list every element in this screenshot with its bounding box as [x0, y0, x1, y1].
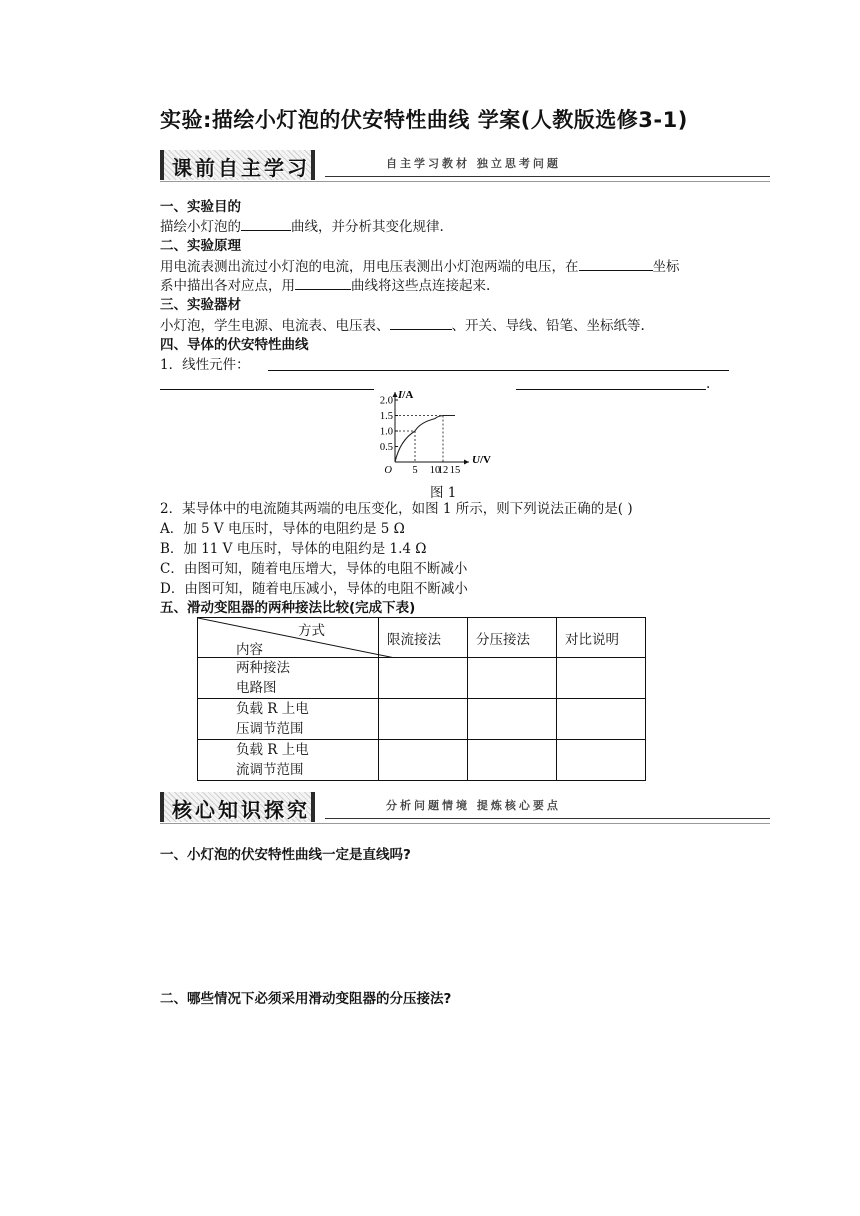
table-cell[interactable] — [557, 740, 646, 781]
iv-curve — [395, 416, 455, 463]
section-banner-core — [160, 792, 770, 824]
table-cell[interactable] — [379, 699, 468, 740]
row-label-line: 流调节范围 — [236, 762, 304, 778]
table-header-row — [198, 618, 646, 658]
corner-bottom-label: 内容 — [236, 642, 263, 658]
x-tick-label: 12 — [437, 465, 449, 476]
row-label-line: 负载 R 上电 — [236, 701, 309, 717]
table-cell[interactable] — [468, 658, 557, 699]
text-fragment: 、开关、导线、铅笔、坐标纸等. — [451, 318, 645, 334]
document-title: 实验:描绘小灯泡的伏安特性曲线 学案(人教版选修3-1) — [160, 108, 688, 132]
section-heading-purpose: 一、实验目的 — [160, 199, 241, 215]
text-fragment: 系中描出各对应点，用 — [160, 278, 295, 294]
question2-stem: 2．某导体中的电流随其两端的电压变化，如图 1 所示，则下列说法正确的是( ) — [160, 501, 633, 517]
equipment-text — [160, 316, 645, 335]
banner-label-box — [160, 792, 315, 822]
text-fragment: 坐标 — [652, 259, 680, 275]
text-fragment: 描绘小灯泡的 — [160, 219, 241, 235]
question2-option-b: B．加 11 V 电压时，导体的电阻约是 1.4 Ω — [160, 541, 427, 557]
table-cell[interactable] — [379, 740, 468, 781]
table-cell[interactable] — [379, 658, 468, 699]
x-axis-label: U/V — [472, 454, 491, 466]
principle-text-line1 — [160, 257, 680, 276]
iv-curve-chart — [373, 388, 513, 478]
y-tick-label: 1.5 — [379, 411, 393, 422]
table-row — [198, 699, 646, 740]
figure-caption: 图 1 — [430, 485, 457, 501]
table-row — [198, 740, 646, 781]
question2-option-a: A．加 5 V 电压时，导体的电阻约是 5 Ω — [160, 521, 405, 537]
banner-label-box — [160, 150, 315, 180]
table-row-label — [198, 699, 379, 740]
row-label-line: 电路图 — [236, 680, 277, 696]
x-tick-label: 10 — [429, 465, 441, 476]
banner-rule-lower — [160, 181, 770, 182]
table-cell[interactable] — [557, 699, 646, 740]
x-tick-label: 5 — [412, 465, 418, 476]
table-cell[interactable] — [468, 740, 557, 781]
question2-option-d: D．由图可知，随着电压减小，导体的电阻不断减小 — [160, 581, 468, 597]
table-cell[interactable] — [468, 699, 557, 740]
fill-blank — [295, 276, 351, 290]
origin-label: O — [384, 465, 392, 476]
y-axis-label: I/A — [398, 389, 414, 401]
fill-blank — [241, 217, 291, 231]
table-corner-cell — [198, 618, 379, 658]
banner-label: 核心知识探究 — [172, 798, 310, 822]
row-label-line: 两种接法 — [236, 660, 290, 676]
table-header-cell: 对比说明 — [557, 618, 646, 658]
text-fragment: 小灯泡，学生电源、电流表、电压表、 — [160, 318, 390, 334]
banner-rule — [325, 818, 770, 819]
principle-text-line2 — [160, 276, 490, 295]
x-tick-label: 15 — [449, 465, 461, 476]
text-fragment: 曲线，并分析其变化规律. — [291, 219, 444, 235]
section-banner-preclass — [160, 150, 770, 182]
banner-rule-lower — [160, 823, 770, 824]
answer-rule-1 — [268, 370, 729, 371]
table-row — [198, 658, 646, 699]
fill-blank — [390, 316, 452, 330]
y-tick-label: 1.0 — [379, 426, 393, 438]
row-label-line: 负载 R 上电 — [236, 742, 309, 758]
answer-rule-3 — [516, 389, 706, 390]
row-label-line: 压调节范围 — [236, 721, 304, 737]
comparison-table — [197, 617, 646, 781]
linear-element-line — [160, 356, 250, 374]
purpose-text — [160, 217, 444, 236]
section-heading-equipment: 三、实验器材 — [160, 297, 241, 313]
x-axis-arrow — [464, 460, 469, 465]
text-fragment: 用电流表测出流过小灯泡的电流，用电压表测出小灯泡两端的电压，在 — [160, 259, 579, 275]
text-fragment: 曲线将这些点连接起来. — [351, 278, 491, 294]
corner-diagonal — [198, 618, 395, 658]
text-fragment: 1．线性元件： — [160, 357, 250, 373]
explore-question-2: 二、哪些情况下必须采用滑动变阻器的分压接法? — [160, 991, 452, 1007]
table-row-label — [198, 658, 379, 699]
y-tick-label: 2.0 — [379, 395, 393, 407]
table-cell[interactable] — [557, 658, 646, 699]
section-heading-rheostat: 五、滑动变阻器的两种接法比较(完成下表) — [160, 600, 416, 616]
y-tick-label: 0.5 — [379, 442, 393, 453]
banner-subtitle: 自主学习教材 独立思考问题 — [386, 157, 561, 170]
table-header-cell: 限流接法 — [379, 618, 468, 658]
table-header-cell: 分压接法 — [468, 618, 557, 658]
banner-subtitle: 分析问题情境 提炼核心要点 — [386, 799, 561, 812]
section-heading-principle: 二、实验原理 — [160, 238, 241, 254]
corner-top-label: 方式 — [298, 623, 325, 639]
banner-label: 课前自主学习 — [172, 156, 310, 180]
y-axis-arrow — [393, 392, 398, 397]
question2-option-c: C．由图可知，随着电压增大，导体的电阻不断减小 — [160, 561, 468, 577]
answer-period: . — [706, 376, 711, 392]
fill-blank — [579, 257, 653, 271]
section-heading-curve: 四、导体的伏安特性曲线 — [160, 337, 309, 353]
answer-rule-2 — [160, 389, 374, 390]
explore-question-1: 一、小灯泡的伏安特性曲线一定是直线吗? — [160, 847, 411, 863]
banner-rule — [325, 176, 770, 177]
table-row-label — [198, 740, 379, 781]
